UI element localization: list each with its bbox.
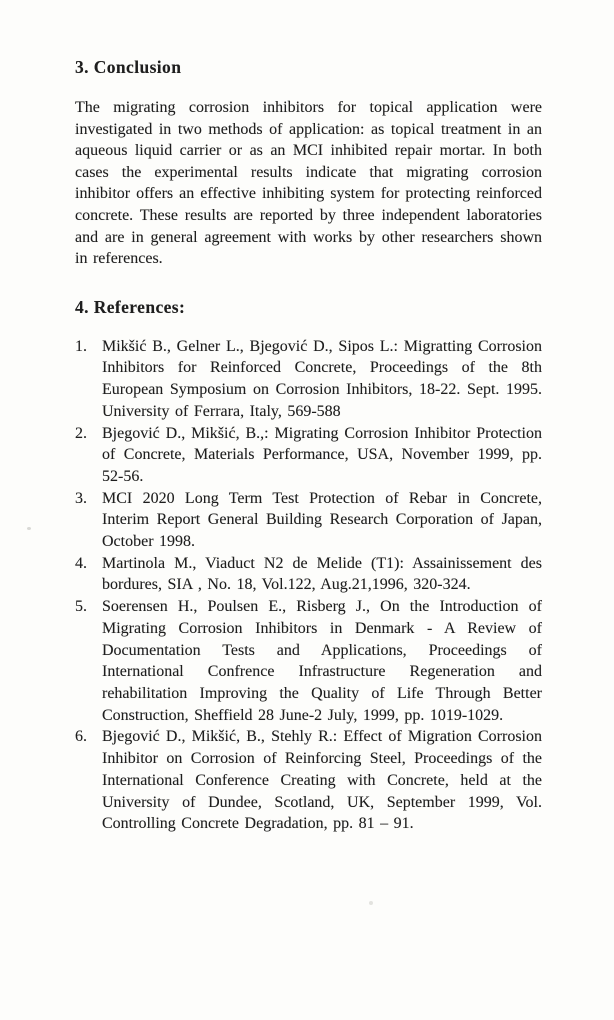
reference-number: 3.: [75, 489, 87, 507]
reference-item: [75, 336, 542, 423]
reference-number: 1.: [75, 337, 87, 355]
reference-text: Bjegović D., Mikšić, B.,: Migrating Corrosion Inhibitor Protection of Concrete, Materials Performance, USA, November 1999, pp. 52-56.: [102, 424, 542, 485]
reference-text: Soerensen H., Poulsen E., Risberg J., On the Introduction of Migrating Corrosion Inhibitors in Denmark - A Review of Documentation Tests and Applications, Proceedings of International Confrence Infrastructure Regeneration and rehabilitation Improving the Quality of Life Through Better Construction, Sheffield 28 June-2 July, 1999, pp. 1019-1029.: [102, 598, 542, 724]
scan-speck: [369, 901, 373, 905]
reference-item: [75, 488, 542, 553]
reference-text: Bjegović D., Mikšić, B., Stehly R.: Effect of Migration Corrosion Inhibitor on Corrosion of Reinforcing Steel, Proceedings of the International Conference Creating with Concrete, held at the University of Dundee, Scotland, UK, September 1999, Vol. Controlling Concrete Degradation, pp. 81 – 91.: [102, 728, 542, 833]
reference-number: 6.: [75, 728, 87, 746]
reference-number: 5.: [75, 598, 87, 616]
conclusion-paragraph: The migrating corrosion inhibitors for topical application were investigated in two methods of application: as topical treatment in an aqueous liquid carrier or as an MCI inhibited repair mortar. In both cases the experimental results indicate that migrating corrosion inhibitor offers an effective inhibiting system for protecting reinforced concrete. These results are reported by three independent laboratories and are in general agreement with works by other researchers shown in references.: [75, 99, 542, 268]
reference-number: 4.: [75, 554, 87, 572]
references-heading: 4. References:: [75, 296, 186, 317]
conclusion-heading: 3. Conclusion: [75, 57, 182, 77]
references-list: [75, 336, 542, 835]
reference-number: 2.: [75, 424, 87, 442]
reference-item: [75, 553, 542, 596]
reference-item: [75, 596, 542, 726]
reference-item: [75, 726, 542, 835]
scan-speck: [27, 527, 31, 530]
reference-text: MCI 2020 Long Term Test Protection of Rebar in Concrete, Interim Report General Building Research Corporation of Japan, October 1998.: [102, 489, 542, 551]
reference-item: [75, 423, 542, 488]
reference-text: Martinola M., Viaduct N2 de Melide (T1): Assainissement des bordures, SIA , No. 18, Vol.122, Aug.21,1996, 320-324.: [102, 554, 542, 594]
reference-text: Mikšić B., Gelner L., Bjegović D., Sipos L.: Migratting Corrosion Inhibitors for Reinforced Concrete, Proceedings of the 8th European Symposium on Corrosion Inhibitors, 18-22. Sept. 1995. University of Ferrara, Italy, 569-588: [102, 337, 542, 420]
